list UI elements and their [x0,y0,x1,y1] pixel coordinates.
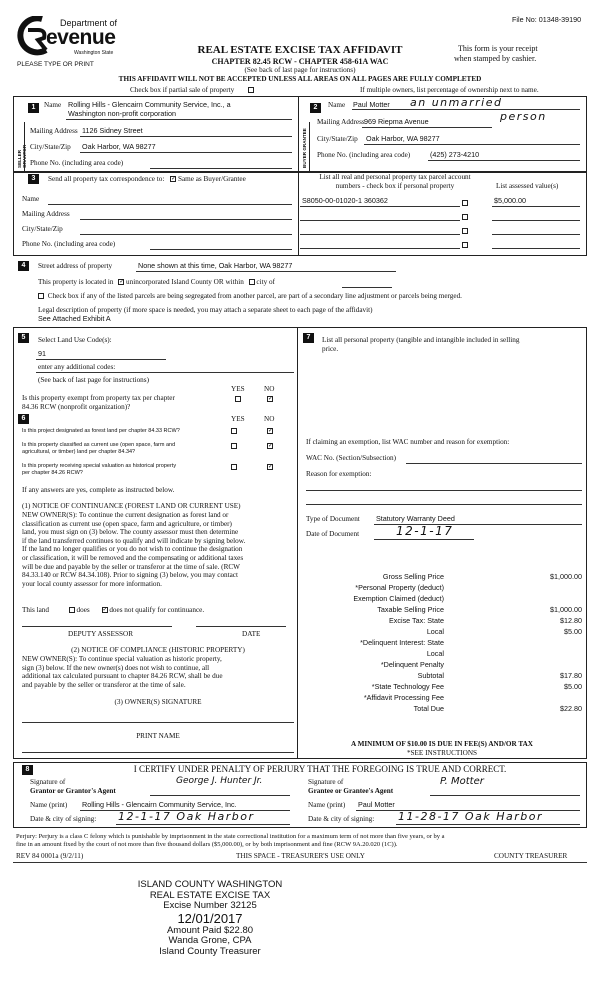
wac-underline [406,463,582,464]
corr-phone-label: Phone No. (including area code) [22,240,116,248]
corr-city-label: City/State/Zip [22,225,63,233]
grantee-sig-label-a: Signature of [308,778,344,786]
tax-row-value: $1,000.00 [550,572,582,581]
grantor-sig-underline [150,795,290,796]
street-label: Street address of property [38,262,113,270]
seller-name-line2: Washington non-profit corporation [68,109,177,118]
tax-row [306,694,584,704]
seller-mail-label: Mailing Address [30,127,78,135]
file-number: File No: 01348-39190 [512,15,582,24]
tax-row [306,683,584,693]
parcel-underline-2 [300,220,460,221]
buyer-mail-underline [362,127,492,128]
tax-row [306,584,584,594]
tax-row [306,617,584,627]
notice-1-line: If the land no longer qualifies or you do not wish to continue the designation [22,545,243,554]
notice-2-line: sign (3) below. If the new owner(s) does not wish to continue, all [22,663,210,672]
stamp-date: 12/01/2017 [177,910,243,926]
tax-row-label: Excise Tax: State [389,616,444,625]
tax-row-value: $5.00 [564,682,582,691]
certify-statement: I CERTIFY UNDER PENALTY OF PERJURY THAT THE FOREGOING IS TRUE AND CORRECT. [133,764,507,774]
receipt-note-2: when stamped by cashier. [454,54,537,63]
corr-name-underline [48,204,292,205]
seller-name-line1: Rolling Hills - Glencairn Community Service, Inc., a [68,100,231,109]
parcel-underline-3 [300,234,460,235]
notice-2-title: (2) NOTICE OF COMPLIANCE (HISTORIC PROPERTY) [71,646,245,654]
land-use-label: Select Land Use Code(s): [38,336,112,344]
buyer-city-underline [364,144,580,145]
tax-row [306,628,584,638]
same-as-buyer-checkbox[interactable]: ✓ [171,176,177,183]
buyer-name-underline [352,109,580,110]
exemption-label: If claiming an exemption, list WAC number and reason for exemption: [306,438,510,446]
personal-property-checkbox-2[interactable] [462,214,468,220]
section-2-number: 2 [310,103,321,113]
logo-state: Washington State [74,50,114,56]
deputy-date-underline [196,626,286,627]
tax-row-label: *Delinquent Interest: State [360,638,444,647]
tax-row [306,672,584,682]
tax-row-value: $5.00 [564,627,582,636]
section-5-7-divider [297,327,298,759]
personal-property-label-1: List all personal property (tangible and intangible included in selling [322,336,520,344]
s6-yes-head: YES [231,415,245,423]
buyer-mail-value: 969 Riepma Avenue [364,117,429,126]
tax-row [306,650,584,660]
additional-underline [36,372,294,373]
tax-row-label: Exemption Claimed (deduct) [353,594,444,603]
section-3-number: 3 [28,174,39,184]
corr-mail-label: Mailing Address [22,210,70,218]
historic-q1: Is this property receiving special valuation as historical property [22,463,177,469]
if-yes-note: If any answers are yes, complete as instructed below. [22,486,175,494]
please-type: PLEASE TYPE OR PRINT [17,61,94,68]
stamp-line: Amount Paid $22.80 [166,924,254,936]
current-use-q1: Is this property classified as current use (open space, farm and [22,442,176,448]
buyer-mail-label: Mailing Address [317,118,365,126]
parcel-number: S8050-00-01020-1 360362 [302,196,388,205]
city-of-checkbox[interactable] [249,279,255,285]
rev-number: REV 84 0001a (9/2/11) [16,852,84,860]
seller-name-label: Name [44,101,62,109]
notice-1-line: if the land transferred continues to qualify and will indicate by signing below. [22,536,246,545]
tax-row-label: Subtotal [417,671,444,680]
segregated-row [38,292,462,301]
reason-underline-1 [306,490,582,491]
seller-mail-underline [80,136,292,137]
land-use-value: 91 [38,349,46,358]
footer-rule [13,862,587,863]
seller-phone-underline [150,168,292,169]
assessed-underline-2 [492,220,580,221]
tax-row [306,705,584,715]
partial-sale-row [130,86,254,95]
seller-city-label: City/State/Zip [30,143,71,151]
current-use-yes-checkbox[interactable] [231,443,237,449]
deputy-label: DEPUTY ASSESSOR [68,630,134,638]
deputy-underline [22,626,172,627]
enter-additional-label: enter any additional codes: [38,363,116,371]
receipt-note-1: This form is your receipt [458,44,538,53]
this-land-label: This land [22,606,49,614]
send-correspondence-row [48,175,246,184]
current-use-q2: agricultural, or timber) land per chapter 84.34? [22,449,136,455]
city-of-label: city of [256,278,275,286]
segregated-label: Check box if any of the listed parcels are being segregated from another parcel, are part of a secondary line adjustment or parcels being merged. [47,292,462,300]
section-5-number: 5 [18,333,29,343]
wac-label: WAC No. (Section/Subsection) [306,454,397,462]
buyer-handwritten-2: person [500,110,547,123]
tax-row [306,606,584,616]
corr-name-label: Name [22,195,40,203]
print-name-underline [22,752,294,753]
personal-property-checkbox-3[interactable] [462,228,468,234]
buyer-phone-underline [428,160,580,161]
seller-name-underline [66,119,292,120]
historic-yes-checkbox[interactable] [231,464,237,470]
forest-yes-checkbox[interactable] [231,428,237,434]
notice-1-body [22,511,296,588]
notice-2-line: and payable by the seller or transferor at the time of sale. [22,680,186,689]
buyer-tag: BUYER GRANTEE [302,128,307,168]
doc-type-value: Statutory Warranty Deed [376,514,455,523]
notice-1-line: 84.33.140 or RCW 84.34.108). Prior to signing (3) below, you may contact [22,571,238,580]
assessed-value: $5,000.00 [494,196,526,205]
personal-property-label-2: price. [322,345,339,353]
buyer-name-label: Name [328,101,346,109]
exempt-yes-checkbox[interactable] [235,396,241,402]
located-row [38,278,275,287]
owner-signature-underline [22,722,294,723]
form-title: REAL ESTATE EXCISE TAX AFFIDAVIT [197,44,403,56]
stamp-line: Excise Number 32125 [163,900,257,911]
parcel-head-2: numbers - check box if personal property [335,182,455,190]
grantee-print-value: Paul Motter [358,800,395,809]
does-label: does [76,606,90,614]
notice-2-line: additional tax calculated pursuant to chapter 84.26 RCW, shall be due [22,672,223,681]
doc-type-label: Type of Document [306,515,360,523]
tax-row-value: $12.80 [560,616,582,625]
exempt-q2: 84.36 RCW (nonprofit organization)? [22,403,131,411]
stamp-line: Island County Treasurer [159,945,261,957]
revenue-logo [16,12,126,60]
seller-city-underline [80,152,292,153]
same-as-buyer-label: Same as Buyer/Grantee [177,175,246,183]
tax-row-value: $1,000.00 [550,605,582,614]
tax-row-label: Local [426,627,444,636]
tax-row-label: Gross Selling Price [382,572,444,581]
grantee-date-label: Date & city of signing: [308,815,375,823]
grantor-date-underline [116,824,290,825]
grantor-signature: George J. Hunter Jr. [176,776,263,786]
doc-date-value: 12-1-17 [396,524,454,538]
notice-2-line: NEW OWNER(S): To continue special valuation as historic property, [22,655,222,663]
grantor-date-value: 12-1-17 Oak Harbor [118,810,255,823]
corr-mail-underline [80,219,292,220]
grantee-print-label: Name (print) [308,801,346,809]
tax-row-label: *Affidavit Processing Fee [363,693,444,702]
seller-tag-divider [14,122,25,171]
multiple-owners-note: If multiple owners, list percentage of ownership next to name. [360,86,539,94]
personal-property-checkbox-1[interactable] [462,200,468,206]
reason-label: Reason for exemption: [306,470,372,478]
buyer-phone-label: Phone No. (including area code) [317,151,411,159]
tax-row [306,573,584,583]
does-checkbox[interactable] [69,607,75,613]
city-of-underline [342,287,392,288]
tax-row [306,595,584,605]
street-value: None shown at this time, Oak Harbor, WA 98277 [138,261,293,270]
grantor-sig-label-a: Signature of [30,778,66,786]
does-not-checkbox[interactable]: ✓ [102,607,108,614]
doc-date-underline [374,539,474,540]
buyer-name-value: Paul Motter [353,100,390,109]
tax-row-label: *State Technology Fee [371,682,444,691]
tax-row-value: $17.80 [560,671,582,680]
tax-row-label: Total Due [413,704,444,713]
perjury-line-2: fine in an amount fixed by the court of not more than five thousand dollars ($5,000.00), or by both imprisonment and fine (RCW 9A.20.020 (1C)). [16,841,398,848]
forest-q: Is this project designated as forest land per chapter 84.33 RCW? [22,428,180,434]
stamp-line: REAL ESTATE EXCISE TAX [149,889,271,901]
located-label: This property is located in [38,278,114,286]
see-instructions: *SEE INSTRUCTIONS [406,749,478,757]
tax-row-label: *Delinquent Penalty [380,660,444,669]
notice-2-body [22,655,296,689]
tax-row [306,639,584,649]
segregated-checkbox[interactable] [38,293,44,299]
exempt-no-checkbox[interactable]: ✓ [268,396,274,402]
parcel-underline-1 [300,206,460,207]
grantor-print-label: Name (print) [30,801,68,809]
forest-no-checkbox[interactable]: ✓ [268,428,274,434]
assessed-underline-3 [492,234,580,235]
deputy-date-label: DATE [242,630,261,638]
buyer-city-label: City/State/Zip [317,135,358,143]
assessed-head: List assessed value(s) [496,182,559,190]
exempt-q1: Is this property exempt from property tax per chapter [22,394,175,402]
form-chapter: CHAPTER 82.45 RCW - CHAPTER 458-61A WAC [211,57,389,66]
grantor-date-label: Date & city of signing: [30,815,97,823]
unincorporated-label: unincorporated Island County OR within [126,278,244,286]
legal-value: See Attached Exhibit A [38,314,111,323]
tax-row [306,661,584,671]
assessed-underline-1 [492,206,580,207]
reason-underline-2 [306,504,582,505]
send-correspondence-label: Send all property tax correspondence to: [48,175,165,183]
does-not-label: does not qualify for continuance. [109,606,205,614]
land-use-underline [36,359,166,360]
buyer-phone-value: (425) 273-4210 [430,150,480,159]
historic-no-checkbox[interactable]: ✓ [268,464,274,470]
owner-signature-label: (3) OWNER(S) SIGNATURE [114,698,202,706]
section-6-number: 6 [18,414,29,424]
notice-1-line: your local county assessor for more information. [22,579,162,588]
notice-1-line: NEW OWNER(S): To continue the current designation as forest land or [22,511,229,519]
logo-dept: Department of [60,18,118,28]
street-underline [136,271,396,272]
section-8-number: 8 [22,765,33,775]
seller-phone-label: Phone No. (including area code) [30,159,124,167]
s5-no-head: NO [264,385,275,393]
parcel-head-1: List all real and personal property tax parcel account [319,173,471,181]
print-name-label: PRINT NAME [136,732,180,740]
grantee-date-underline [396,824,580,825]
stamp-line: Wanda Grone, CPA [168,935,252,946]
corr-phone-underline [150,249,292,250]
notice-1-line: will be due and payable by the seller or transferor at the time of sale. (RCW [22,562,240,571]
personal-property-checkbox-4[interactable] [462,242,468,248]
buyer-handwritten-1: an unmarried [410,96,503,109]
tax-row-value: $22.80 [560,704,582,713]
notice-1-line: or classification, it will be removed and the compensating or additional taxes [22,553,244,562]
section-1-number: 1 [28,103,39,113]
stamp-line: ISLAND COUNTY WASHINGTON [137,879,283,890]
treasurer-use: THIS SPACE - TREASURER'S USE ONLY [236,852,365,860]
grantor-sig-label-b: Grantor or Grantor's Agent [30,787,116,795]
section-7-number: 7 [303,333,314,343]
doc-date-label: Date of Document [306,530,360,538]
minimum-note: A MINIMUM OF $10.00 IS DUE IN FEE(S) AND/OR TAX [351,740,533,748]
perjury-line-1: Perjury: Perjury is a class C felony which is punishable by imprisonment in the state correctional institution for a maximum term of not more than five years, or by a [16,833,445,840]
buyer-city-value: Oak Harbor, WA 98277 [366,134,440,143]
section-3-divider [298,172,299,256]
legal-label: Legal description of property (if more space is needed, you may attach a separate sheet to each page of the affidavit) [38,306,373,314]
treasurer-stamp [100,880,320,957]
current-use-no-checkbox[interactable]: ✓ [268,443,274,449]
not-accepted-warning: THIS AFFIDAVIT WILL NOT BE ACCEPTED UNLESS ALL AREAS ON ALL PAGES ARE FULLY COMPLETED [118,75,482,83]
partial-sale-label: Check box if partial sale of property [130,86,235,94]
s6-no-head: NO [264,415,275,423]
notice-1-line: land, you must sign on (3) below. The county assessor must then determine [22,528,239,537]
grantor-print-value: Rolling Hills - Glencairn Community Service, Inc. [82,800,237,809]
see-back-instructions: (See back of last page for instructions) [244,66,356,74]
grantee-sig-underline [430,795,580,796]
partial-sale-checkbox[interactable] [248,87,254,93]
tax-row-label: Taxable Selling Price [377,605,444,614]
section-4-number: 4 [18,261,29,271]
tax-row-label: Local [426,649,444,658]
historic-q2: per chapter 84.26 RCW? [22,470,83,476]
s5-yes-head: YES [231,385,245,393]
grantee-signature: P. Motter [440,776,484,787]
tax-row-label: *Personal Property (deduct) [355,583,444,592]
unincorporated-checkbox[interactable]: ✓ [119,279,125,286]
logo-revenue: evenue [46,26,116,49]
seller-tag: SELLER GRANTOR [17,144,27,168]
assessed-underline-4 [492,248,580,249]
parcel-underline-4 [300,248,460,249]
county-treasurer: COUNTY TREASURER [494,852,568,860]
notice-1-line: classification as current use (open space, farm and agriculture, or timber) [22,519,232,528]
buyer-tag-divider [299,122,310,171]
corr-city-underline [80,234,292,235]
land-use-see-back: (See back of last page for instructions) [38,376,149,384]
qualify-row [22,606,204,615]
seller-mail-value: 1126 Sidney Street [82,126,143,135]
grantee-sig-label-b: Grantee or Grantee's Agent [308,787,394,795]
seller-city-value: Oak Harbor, WA 98277 [82,142,156,151]
notice-1-title: (1) NOTICE OF CONTINUANCE (FOREST LAND OR CURRENT USE) [22,502,241,510]
grantee-date-value: 11-28-17 Oak Harbor [398,810,543,823]
